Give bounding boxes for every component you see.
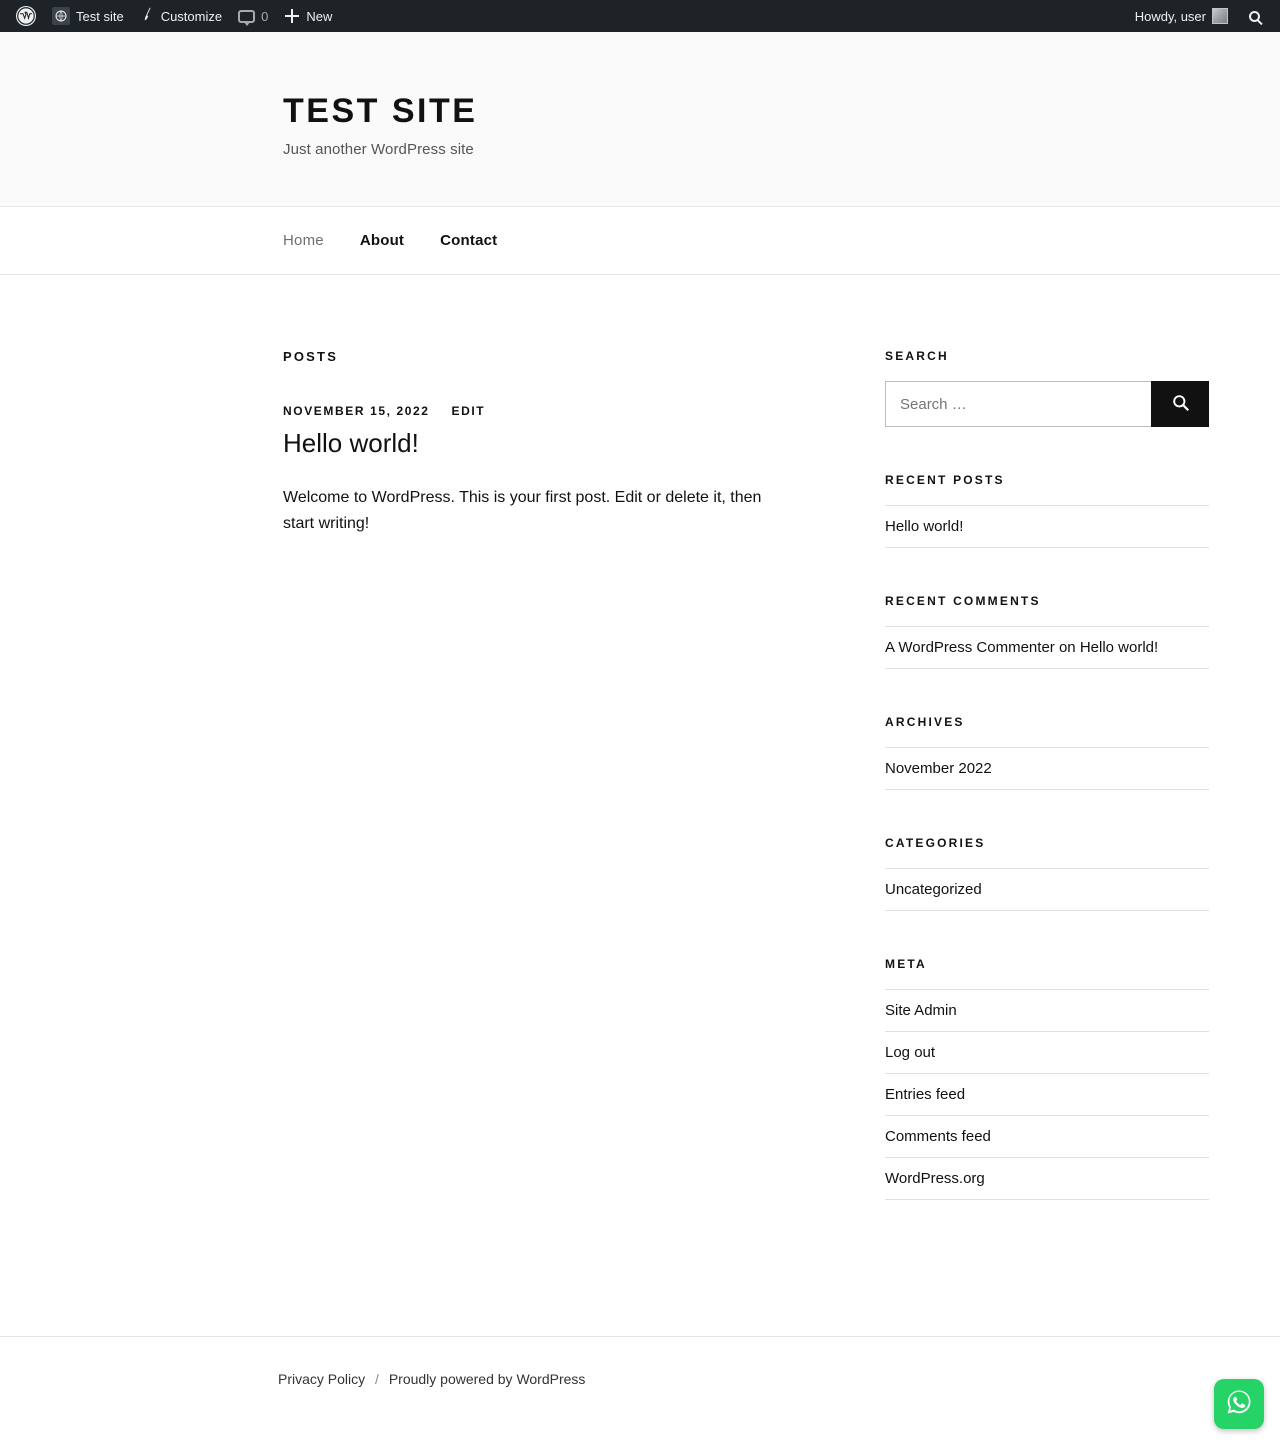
list-item[interactable] xyxy=(885,1074,1209,1116)
recent-post-link[interactable]: Hello world! xyxy=(885,518,964,535)
footer-privacy-policy-link[interactable]: Privacy Policy xyxy=(278,1371,366,1387)
widget-recent-comments-title: RECENT COMMENTS xyxy=(885,594,1041,608)
category-link[interactable]: Uncategorized xyxy=(885,881,982,898)
footer-separator: / xyxy=(375,1371,379,1387)
nav-wrap xyxy=(95,232,1185,250)
archive-link[interactable]: November 2022 xyxy=(885,760,992,777)
nav-link-home[interactable]: Home xyxy=(283,231,324,249)
paintbrush-icon xyxy=(137,5,157,27)
whatsapp-icon xyxy=(1223,1386,1255,1423)
meta-link-site-admin[interactable]: Site Admin xyxy=(885,1002,957,1019)
list-item[interactable] xyxy=(885,868,1209,911)
widget-search xyxy=(885,349,1209,427)
widget-archives xyxy=(885,715,1209,790)
site-branding xyxy=(283,92,995,158)
admin-bar-comments[interactable] xyxy=(230,0,276,32)
archives-list xyxy=(885,747,1209,790)
post-meta xyxy=(283,404,793,418)
meta-link-entries-feed[interactable]: Entries feed xyxy=(885,1086,966,1103)
widget-categories-title: CATEGORIES xyxy=(885,836,986,850)
post-content xyxy=(283,485,793,538)
meta-link-comments-feed[interactable]: Comments feed xyxy=(885,1128,991,1145)
widget-recent-posts-title: RECENT POSTS xyxy=(885,473,1005,487)
main-content xyxy=(283,349,793,1246)
sidebar xyxy=(885,349,1209,1246)
widget-search-title: SEARCH xyxy=(885,349,949,363)
site-header-wrap xyxy=(95,92,1185,158)
comment-author: A WordPress Commenter xyxy=(885,639,1055,656)
admin-bar-search-button[interactable] xyxy=(1236,0,1272,32)
widget-categories xyxy=(885,836,1209,911)
recent-posts-list xyxy=(885,505,1209,548)
site-icon xyxy=(52,7,70,25)
whatsapp-chat-button[interactable] xyxy=(1214,1379,1264,1429)
admin-bar-site-name[interactable] xyxy=(44,0,132,32)
admin-bar-comments-count: 0 xyxy=(261,8,269,24)
widget-meta-title: META xyxy=(885,957,927,971)
admin-bar-customize-label: Customize xyxy=(160,8,223,24)
howdy-label: Howdy, user xyxy=(1134,8,1206,24)
categories-list xyxy=(885,868,1209,911)
site-tagline: Just another WordPress site xyxy=(283,141,474,158)
nav-list xyxy=(283,232,995,250)
admin-bar-customize[interactable] xyxy=(132,0,230,32)
post-date-link[interactable]: NOVEMBER 15, 2022 xyxy=(283,404,430,418)
meta-list xyxy=(885,989,1209,1200)
post-title[interactable]: Hello world! xyxy=(283,428,419,458)
meta-link-log-out[interactable]: Log out xyxy=(885,1044,936,1061)
list-item[interactable] xyxy=(885,505,1209,548)
comment-bubble-icon xyxy=(238,10,255,23)
post-body-text: Welcome to WordPress. This is your first post. Edit or delete it, then start writing! xyxy=(283,489,762,533)
widget-recent-posts xyxy=(885,473,1209,548)
list-item[interactable] xyxy=(885,1116,1209,1158)
content-area xyxy=(0,275,1280,1246)
admin-bar-new[interactable] xyxy=(276,0,340,32)
admin-bar-site-name-label: Test site xyxy=(76,8,124,24)
list-item[interactable] xyxy=(885,1158,1209,1200)
recent-comments-list xyxy=(885,626,1209,669)
admin-bar-my-account[interactable] xyxy=(1127,0,1236,32)
content-inner xyxy=(283,349,1159,1246)
meta-link-wordpress-org[interactable]: WordPress.org xyxy=(885,1170,985,1187)
wordpress-logo-icon xyxy=(16,6,36,26)
plus-icon xyxy=(284,8,300,24)
search-form xyxy=(885,381,1209,427)
posts-section-label: POSTS xyxy=(283,349,339,364)
nav-link-about[interactable]: About xyxy=(359,231,405,249)
list-item[interactable] xyxy=(885,989,1209,1032)
nav-inner xyxy=(283,232,995,250)
widget-archives-title: ARCHIVES xyxy=(885,715,965,729)
admin-bar xyxy=(0,0,1280,32)
nav-link-contact[interactable]: Contact xyxy=(440,231,498,249)
site-header xyxy=(0,32,1280,207)
footer-wrap xyxy=(95,1371,1185,1387)
nav-item-contact[interactable] xyxy=(440,232,497,250)
search-submit-button[interactable] xyxy=(1151,381,1209,427)
comment-on-word: on xyxy=(1058,639,1076,656)
post-article xyxy=(283,404,793,538)
footer-content xyxy=(278,1371,1185,1387)
footer-credit-link[interactable]: Proudly powered by WordPress xyxy=(388,1371,586,1387)
list-item[interactable] xyxy=(885,1032,1209,1074)
nav-item-home[interactable] xyxy=(283,232,324,250)
content-columns xyxy=(283,349,1159,1246)
comment-post-link[interactable]: Hello world! xyxy=(1079,639,1159,656)
list-item[interactable] xyxy=(885,626,1209,669)
primary-navigation xyxy=(0,207,1280,275)
content-wrap xyxy=(95,349,1185,1246)
nav-item-about[interactable] xyxy=(360,232,404,250)
site-title[interactable]: TEST SITE xyxy=(283,92,478,130)
post-edit-link[interactable]: EDIT xyxy=(451,404,486,418)
widget-meta xyxy=(885,957,1209,1200)
list-item[interactable] xyxy=(885,747,1209,790)
site-footer xyxy=(0,1336,1280,1421)
admin-bar-new-label: New xyxy=(306,8,333,24)
widget-recent-comments xyxy=(885,594,1209,669)
avatar xyxy=(1212,8,1228,24)
wordpress-logo-button[interactable] xyxy=(8,0,44,32)
search-input[interactable] xyxy=(885,381,1151,427)
search-icon xyxy=(1244,6,1264,26)
search-icon xyxy=(1171,393,1190,415)
